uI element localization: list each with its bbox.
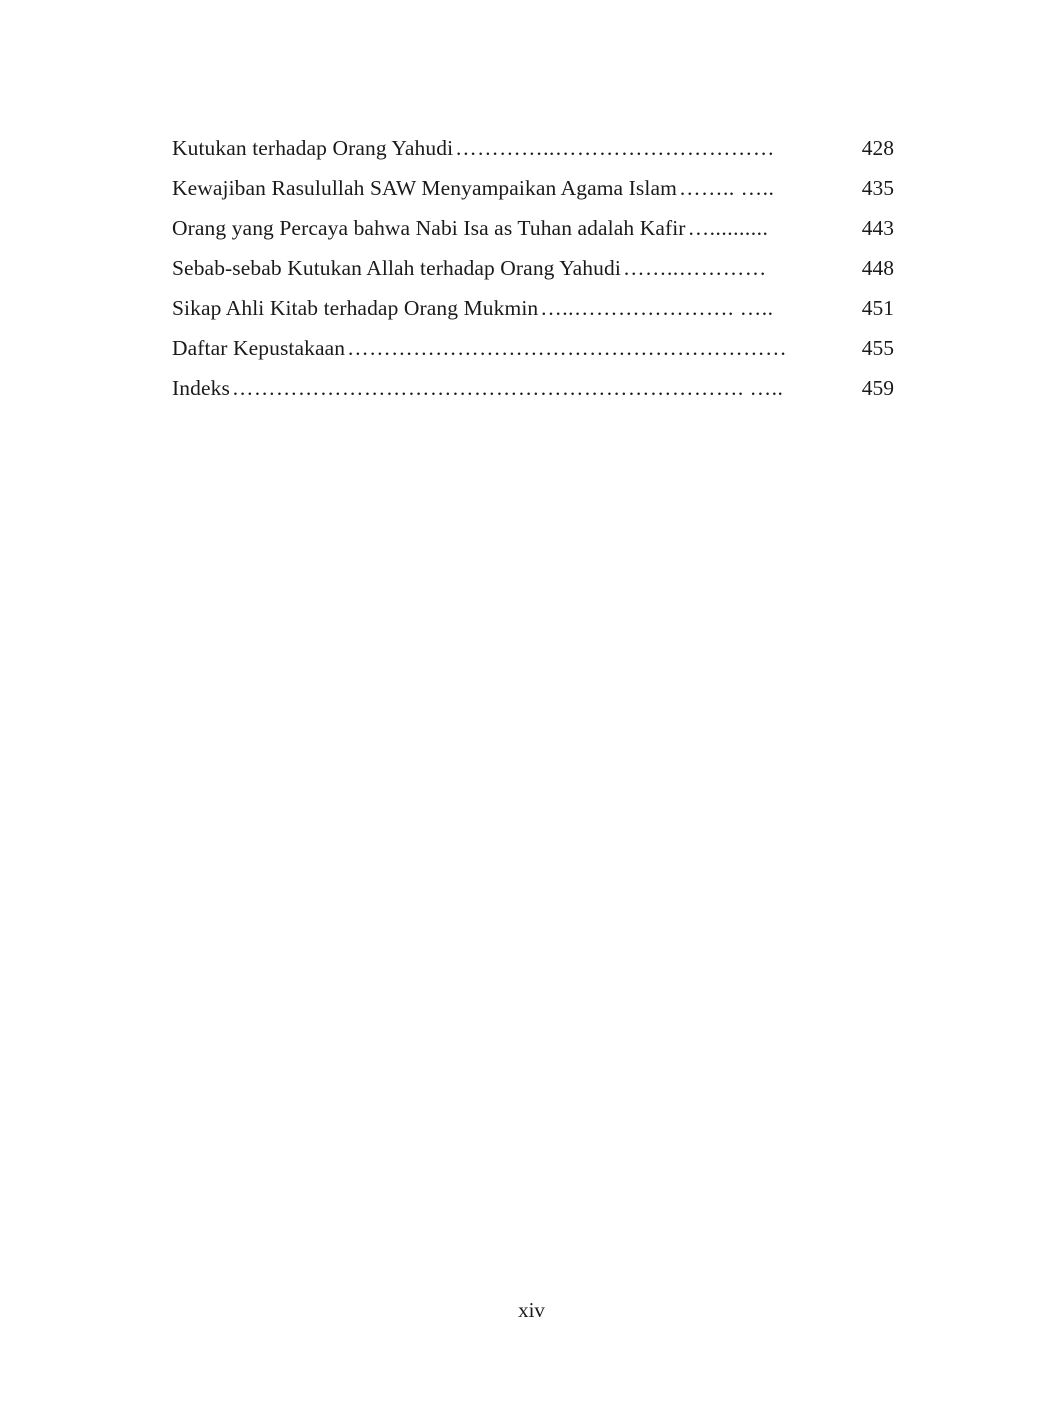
toc-entry[interactable] <box>172 218 894 240</box>
toc-entry-page-number: 448 <box>861 256 894 280</box>
toc-entry-leader: ……..………… <box>622 258 767 280</box>
toc-entry-title: Orang yang Percaya bahwa Nabi Isa as Tuhan adalah Kafir <box>172 216 686 240</box>
toc-entry[interactable] <box>172 258 894 280</box>
page-folio: xiv <box>518 1298 545 1322</box>
toc-entry-page-number: 443 <box>861 216 894 240</box>
toc-entry-title: Indeks <box>172 376 230 400</box>
toc-entry-leader: …………..………………………… <box>455 138 775 160</box>
toc-entry-leader: …..…………………. ….. <box>540 298 774 320</box>
toc-entry[interactable] <box>172 338 894 360</box>
toc-entry[interactable] <box>172 178 894 200</box>
toc-entry-leader: …….. ….. <box>678 178 775 200</box>
toc-entry-page-number: 451 <box>861 296 894 320</box>
toc-entry-leader: ……………………………………………………………. ….. <box>231 378 784 400</box>
toc-entry-page-number: 455 <box>861 336 894 360</box>
table-of-contents <box>172 138 894 418</box>
toc-entry-title: Daftar Kepustakaan <box>172 336 346 360</box>
toc-entry[interactable] <box>172 378 894 400</box>
toc-entry-title: Kutukan terhadap Orang Yahudi <box>172 136 454 160</box>
toc-entry-title: Sebab-sebab Kutukan Allah terhadap Orang Yahudi <box>172 256 621 280</box>
toc-entry-page-number: 435 <box>861 176 894 200</box>
toc-entry-leader: ….......... <box>687 218 769 240</box>
toc-entry-leader: …………………………………………………… <box>347 338 788 360</box>
toc-entry[interactable] <box>172 138 894 160</box>
toc-entry-page-number: 459 <box>861 376 894 400</box>
toc-entry-page-number: 428 <box>861 136 894 160</box>
toc-entry-title: Sikap Ahli Kitab terhadap Orang Mukmin <box>172 296 539 320</box>
toc-entry[interactable] <box>172 298 894 320</box>
toc-entry-title: Kewajiban Rasulullah SAW Menyampaikan Agama Islam <box>172 176 677 200</box>
